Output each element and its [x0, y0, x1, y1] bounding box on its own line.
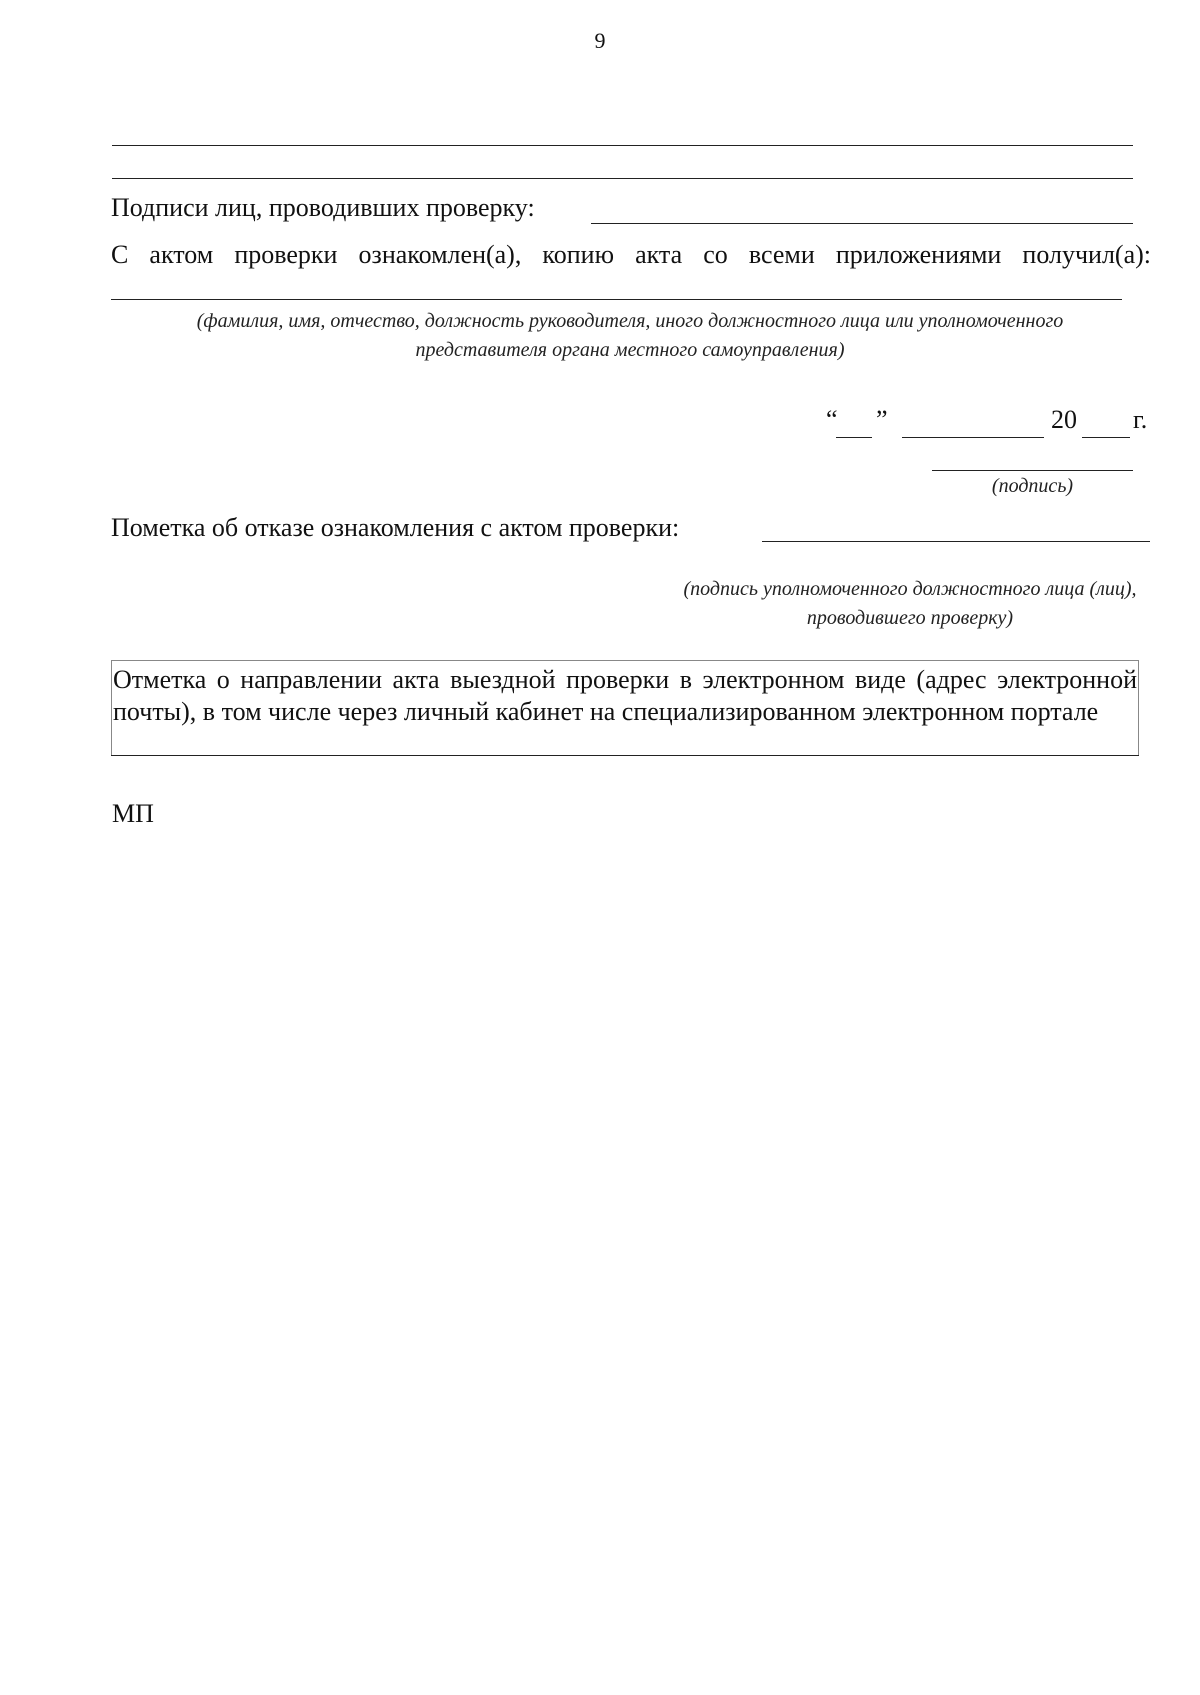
acknowledged-label: С актом проверки ознакомлен(а), копию акта со всеми приложениями получил(а):: [111, 240, 1151, 269]
electronic-mark-text: Отметка о направлении акта выездной проверки в электронном виде (адрес электронной почты), в том числе через личный кабинет на специализированном электронном портале: [113, 665, 1137, 726]
blank-line-1: [112, 145, 1133, 146]
inspectors-signatures-label: Подписи лиц, проводивших проверку:: [111, 193, 535, 222]
date-year-prefix: 20: [1051, 405, 1077, 434]
inspectors-signatures-field[interactable]: [591, 223, 1133, 224]
blank-line-2: [112, 178, 1133, 179]
refusal-label: Пометка об отказе ознакомления с актом проверки:: [111, 513, 680, 542]
recipient-name-field[interactable]: [111, 299, 1122, 300]
page-number: 9: [594, 28, 606, 53]
date-open-quote: “: [826, 405, 838, 434]
date-year-suffix: г.: [1133, 405, 1148, 434]
date-close-quote: ”: [876, 405, 888, 434]
date-month-field[interactable]: [902, 437, 1044, 438]
stamp-label: МП: [112, 799, 154, 828]
date-year-field[interactable]: [1082, 437, 1130, 438]
signature-field[interactable]: [932, 470, 1133, 471]
electronic-mark-underline: [111, 755, 1139, 756]
date-row: [0, 405, 1200, 445]
recipient-caption: (фамилия, имя, отчество, должность руководителя, иного должностного лица или уполномоченного представителя органа местного самоуправления): [196, 310, 1064, 361]
date-day-field[interactable]: [836, 437, 872, 438]
official-signature-caption: (подпись уполномоченного должностного лица (лиц), проводившего проверку): [683, 578, 1137, 629]
signature-caption: (подпись): [991, 475, 1074, 497]
refusal-field[interactable]: [762, 541, 1150, 542]
electronic-mark-box: [111, 660, 1139, 756]
